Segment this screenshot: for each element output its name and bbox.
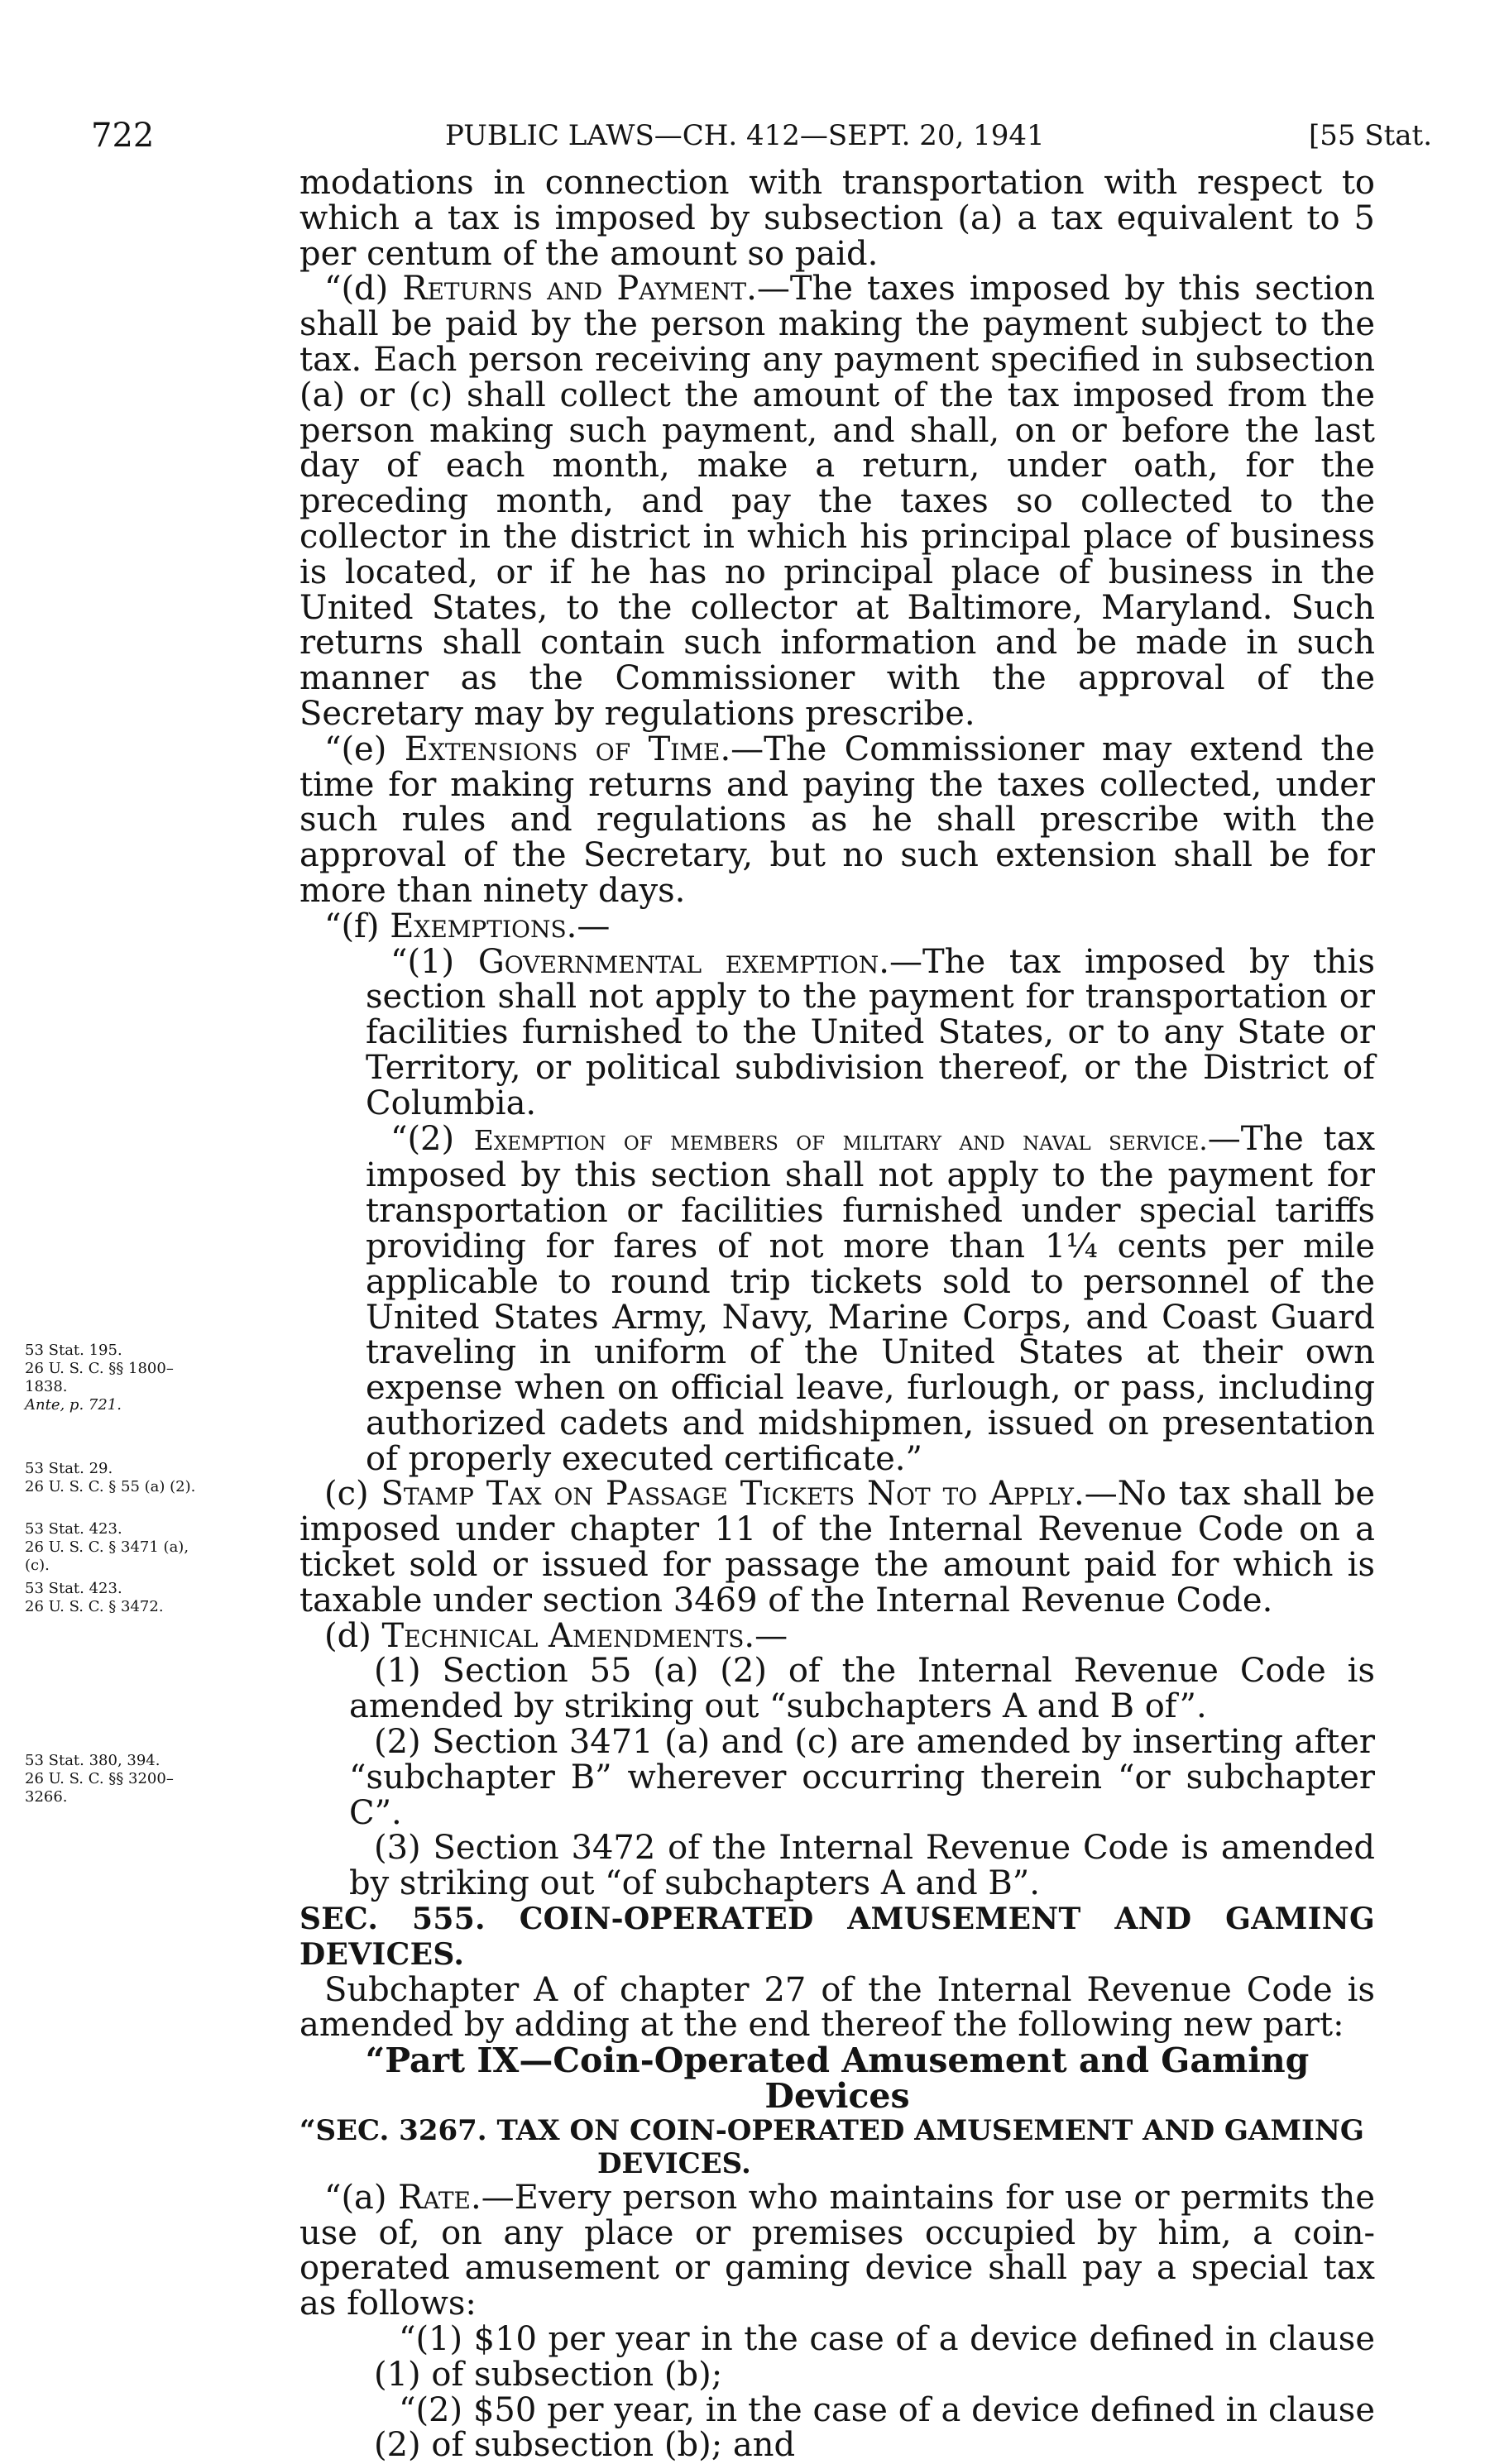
- margin-note-line: 26 U. S. C. §§ 3200–3266.: [25, 1770, 174, 1806]
- paragraph-technical-amendments: [299, 1616, 1375, 1655]
- clause-heading: Exemption of members of military and naval service.: [473, 1123, 1208, 1156]
- subsection-text: —: [754, 1616, 788, 1655]
- margin-note-line: 26 U. S. C. §§ 1800–1838.: [25, 1360, 174, 1395]
- body-text: [299, 165, 1375, 2463]
- subsection-marker: “(e): [324, 730, 405, 768]
- subsection-text: —The Commissioner may extend the time for making returns and paying the taxes collected, under such rules and regulations as he shall prescribe with the approval of the Secretary, but no such extension shall be for more than ninety days.: [299, 730, 1375, 910]
- margin-note-line: 26 U. S. C. § 55 (a) (2).: [25, 1478, 196, 1495]
- subsection-marker: “(d): [324, 270, 403, 309]
- section-3267-heading-line: “SEC. 3267. TAX ON COIN-OPERATED AMUSEMENT AND GAMING: [299, 2113, 1364, 2147]
- clause-text: —The tax imposed by this section shall not apply to the payment for transportation or facilities furnished to the United States, or to any State or Territory, or political subdivision thereof, or the District of Columbia.: [366, 942, 1376, 1122]
- margin-note-stamp-tax: [25, 1342, 199, 1414]
- clause-text: —The tax imposed by this section shall not apply to the payment for transportation or facilities furnished under special tariffs providing for fares of not more than 1¼ cents per mile applicable to round trip tickets sold to personnel of the United States Army, Navy, Marine Corps, and Coast Guard traveling in uniform of the United States at their own expense when on official leave, furlough, or pass, including authorized cadets and midshipmen, issued on presentation of properly executed certificate.”: [366, 1119, 1376, 1478]
- paragraph-rate: [299, 2180, 1375, 2322]
- subsection-marker: “(f): [324, 907, 390, 945]
- paragraph-military-exemption: [366, 1119, 1376, 1478]
- running-title: PUBLIC LAWS—CH. 412—SEPT. 20, 1941: [445, 119, 1045, 152]
- paragraph-governmental-exemption: [366, 942, 1376, 1122]
- clause-marker: “(1): [390, 942, 478, 981]
- rate-item: “(2) $50 per year, in the case of a device defined in clause (2) of subsection (b); and: [374, 2390, 1375, 2464]
- paragraph-section-555: Subchapter A of chapter 27 of the Internal Revenue Code is amended by adding at the end thereof the following new part:: [299, 1970, 1375, 2045]
- subsection-heading: Technical Amendments.: [381, 1616, 755, 1655]
- margin-note-section-3472: [25, 1580, 199, 1616]
- paragraph-stamp-tax: [299, 1476, 1375, 1618]
- clause-heading: Governmental exemption.: [477, 942, 889, 981]
- margin-note-section-55: [25, 1460, 199, 1496]
- subsection-heading: Returns and Payment.: [402, 270, 757, 309]
- amendments-list: [349, 1653, 1375, 1902]
- amendment-item: (3) Section 3472 of the Internal Revenue Code is amended by striking out “of subchapters A and B”.: [349, 1829, 1375, 1903]
- paragraph-returns-and-payment: [299, 271, 1375, 731]
- section-3267-heading-line: DEVICES.: [597, 2146, 751, 2180]
- subsection-marker: (c): [324, 1475, 381, 1514]
- amendment-item: (2) Section 3471 (a) and (c) are amended by inserting after “subchapter B” wherever occurring therein “or subchapter C”.: [349, 1723, 1375, 1832]
- rate-item: “(1) $10 per year in the case of a device defined in clause (1) of subsection (b);: [374, 2320, 1375, 2394]
- subsection-marker: (d): [324, 1616, 382, 1655]
- margin-note-line: 26 U. S. C. § 3471 (a), (c).: [25, 1538, 189, 1574]
- margin-note-line: 53 Stat. 29.: [25, 1460, 113, 1477]
- clause-marker: “(2): [390, 1119, 474, 1158]
- subsection-text: —No tax shall be imposed under chapter 11 of the Internal Revenue Code on a ticket sold or issued for passage the amount paid for which is taxable under section 3469 of the Internal Revenue Code.: [299, 1475, 1376, 1620]
- subsection-text: —: [577, 907, 611, 945]
- margin-note-sec-555: [25, 1752, 199, 1806]
- margin-note-line: 53 Stat. 195.: [25, 1342, 122, 1359]
- paragraph-continuation: modations in connection with transportation with respect to which a tax is imposed by subsection (a) a tax equivalent to 5 per centum of the amount so paid.: [299, 164, 1375, 273]
- margin-note-section-3471: [25, 1520, 199, 1575]
- amendment-item: (1) Section 55 (a) (2) of the Internal Revenue Code is amended by striking out “subchapters A and B of”.: [349, 1652, 1375, 1726]
- margin-note-line: 53 Stat. 423.: [25, 1580, 122, 1597]
- subsection-heading: Exemptions.: [390, 907, 577, 945]
- margin-note-line: 26 U. S. C. § 3472.: [25, 1598, 164, 1615]
- subsection-heading: Extensions of Time.: [404, 730, 731, 768]
- paragraph-exemptions: [299, 909, 1375, 945]
- subsection-text: —Every person who maintains for use or permits the use of, on any place or premises occupied by him, a coin-operated amusement or gaming device shall pay a special tax as follows:: [299, 2178, 1375, 2323]
- volume-reference: [55 Stat.: [1309, 119, 1433, 152]
- page-number: 722: [91, 117, 155, 155]
- margin-note-line: 53 Stat. 423.: [25, 1520, 122, 1538]
- subsection-text: —The taxes imposed by this section shall be paid by the person making the payment subject to the tax. Each person receiving any payment specified in subsection (a) or (c) shall collect the amount of the tax imposed from the person making such payment, and shall, on or before the last day of each month, make a return, under oath, for the preceding month, and pay the taxes so collected to the collector in the district in which his principal place of business is located, or if he has no principal place of business in the United States, to the collector at Baltimore, Maryland. Such returns shall contain such information and be made in such manner as the Commissioner with the approval of the Secretary may by regulations prescribe.: [299, 270, 1375, 733]
- paragraph-extensions-of-time: [299, 732, 1375, 909]
- exemptions-list: [366, 942, 1376, 1478]
- margin-note-line: 53 Stat. 380, 394.: [25, 1752, 160, 1769]
- part-ix-title: “Part IX—Coin-Operated Amusement and Gaming Devices: [365, 2041, 1310, 2117]
- section-3267-heading: [299, 2114, 1375, 2180]
- rate-list: [374, 2322, 1375, 2463]
- subsection-heading: Stamp Tax on Passage Tickets Not to Apply.: [381, 1475, 1085, 1514]
- subsection-heading: Rate.: [398, 2178, 481, 2217]
- subsection-marker: “(a): [324, 2178, 399, 2217]
- section-555-heading: SEC. 555. COIN-OPERATED AMUSEMENT AND GAMING DEVICES.: [299, 1902, 1375, 1972]
- running-header: [91, 116, 1433, 155]
- margin-note-line: Ante, p. 721.: [25, 1396, 122, 1414]
